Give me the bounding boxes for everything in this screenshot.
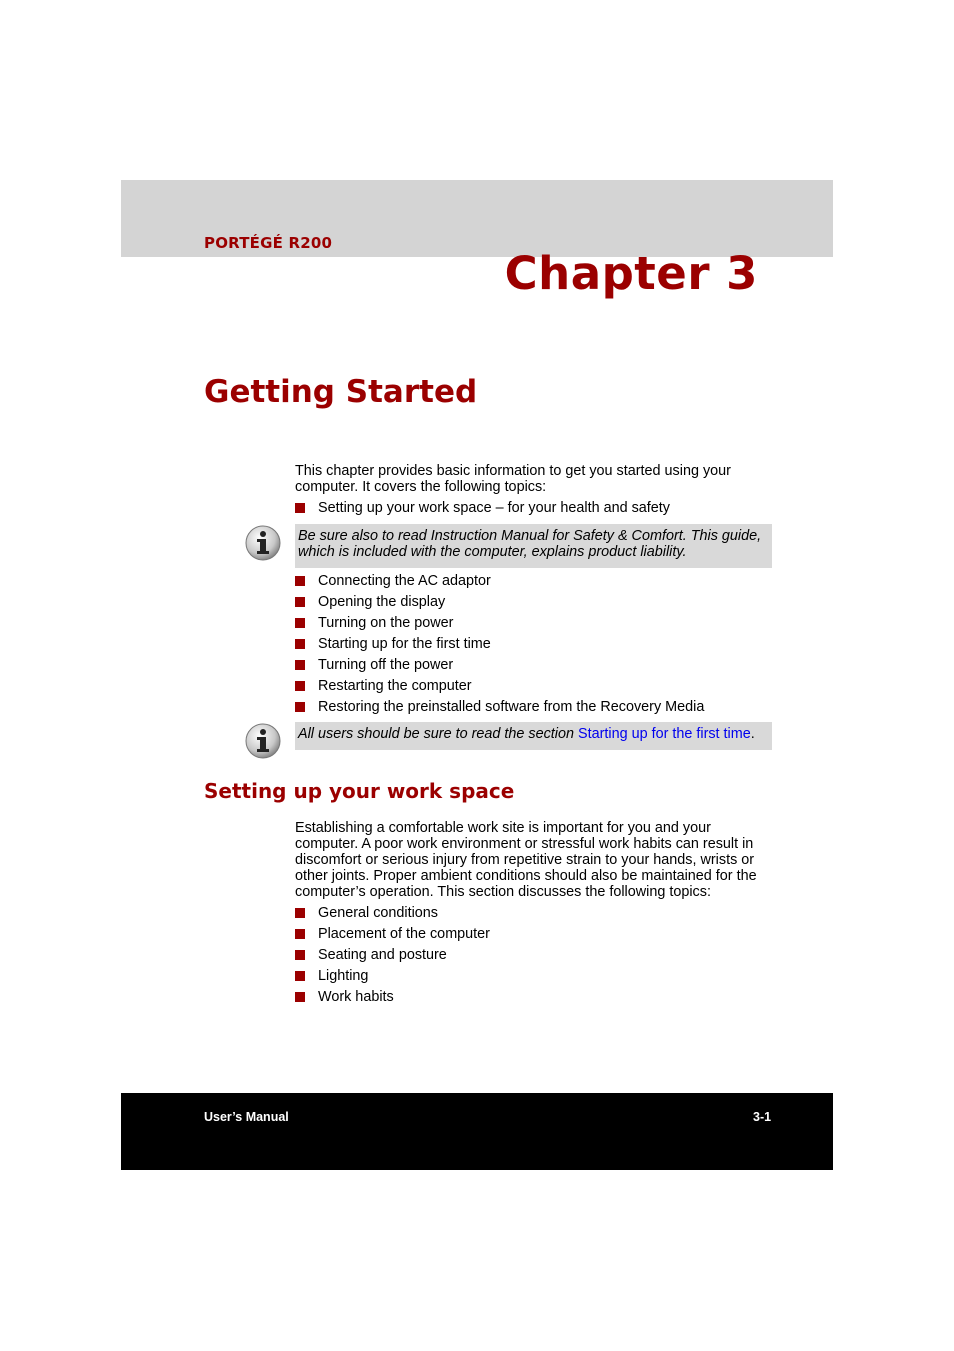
topic-list-rest bbox=[295, 573, 704, 720]
product-name: PORTÉGÉ R200 bbox=[204, 234, 333, 252]
note-first-time: All users should be sure to read the section Starting up for the first time. bbox=[295, 722, 772, 750]
list-item: Work habits bbox=[295, 989, 490, 1010]
info-icon bbox=[245, 525, 281, 561]
bullet-square-icon bbox=[295, 971, 305, 981]
workspace-topic-list bbox=[295, 905, 490, 1010]
subsection-title: Setting up your work space bbox=[204, 779, 515, 803]
bullet-square-icon bbox=[295, 618, 305, 628]
list-item: Placement of the computer bbox=[295, 926, 490, 947]
link-starting-up-first-time[interactable]: Starting up for the first time bbox=[577, 726, 751, 742]
list-item: Starting up for the first time bbox=[295, 636, 704, 657]
bullet-square-icon bbox=[295, 908, 305, 918]
intro-paragraph: This chapter provides basic information to get you started using your computer. It covers the following topics: bbox=[295, 463, 731, 495]
list-item: Opening the display bbox=[295, 594, 704, 615]
footer-band bbox=[121, 1093, 833, 1170]
footer-manual-label: User’s Manual bbox=[204, 1110, 289, 1124]
list-item: Turning on the power bbox=[295, 615, 704, 636]
list-item: Seating and posture bbox=[295, 947, 490, 968]
bullet-square-icon bbox=[295, 597, 305, 607]
bullet-square-icon bbox=[295, 702, 305, 712]
bullet-square-icon bbox=[295, 950, 305, 960]
chapter-title: Chapter 3 bbox=[504, 247, 758, 300]
page-number: 3-1 bbox=[753, 1110, 772, 1124]
list-item: Setting up your work space – for your health and safety bbox=[295, 500, 670, 521]
list-item: Lighting bbox=[295, 968, 490, 989]
list-item: Connecting the AC adaptor bbox=[295, 573, 704, 594]
bullet-square-icon bbox=[295, 639, 305, 649]
note-safety: Be sure also to read Instruction Manual for Safety & Comfort. This guide, which is included with the computer, explains product liability. bbox=[295, 524, 772, 568]
list-item: Turning off the power bbox=[295, 657, 704, 678]
list-item: General conditions bbox=[295, 905, 490, 926]
bullet-square-icon bbox=[295, 681, 305, 691]
info-icon bbox=[245, 723, 281, 759]
bullet-square-icon bbox=[295, 660, 305, 670]
bullet-square-icon bbox=[295, 992, 305, 1002]
bullet-square-icon bbox=[295, 576, 305, 586]
bullet-square-icon bbox=[295, 503, 305, 513]
list-item: Restarting the computer bbox=[295, 678, 704, 699]
bullet-square-icon bbox=[295, 929, 305, 939]
workspace-paragraph: Establishing a comfortable work site is important for you and your computer. A poor work environment or stressful work habits can result in discomfort or serious injury from repetitive strain to your hands, wrists or other joints. Proper ambient conditions should also be maintained for the computer’s operation. This section discusses the following topics: bbox=[295, 820, 757, 900]
topic-list-first bbox=[295, 500, 670, 521]
section-title: Getting Started bbox=[204, 374, 478, 410]
list-item: Restoring the preinstalled software from the Recovery Media bbox=[295, 699, 704, 720]
